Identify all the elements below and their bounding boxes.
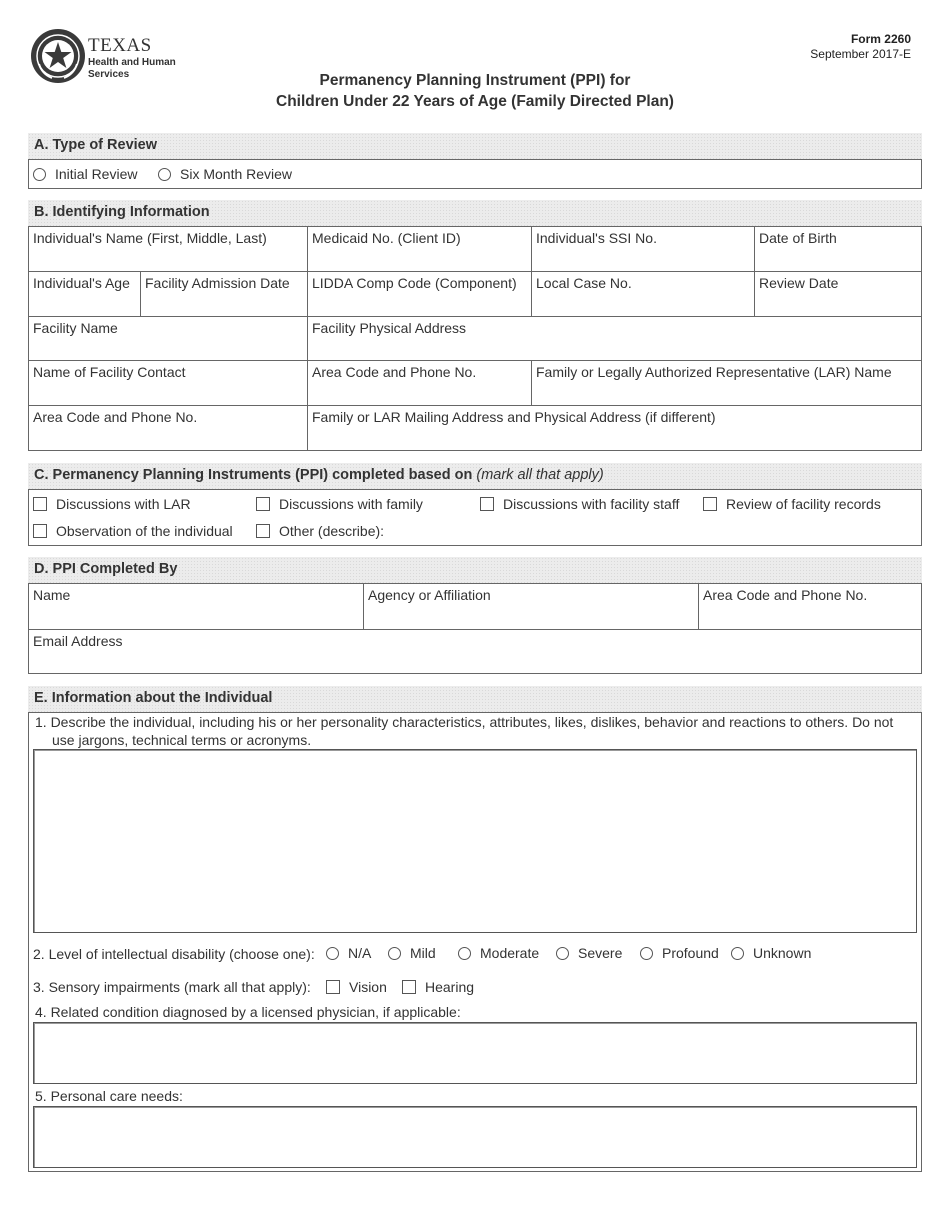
checkbox-icon[interactable]: [33, 497, 47, 511]
checkbox-icon[interactable]: [703, 497, 717, 511]
six-month-review-radio[interactable]: [158, 166, 292, 182]
lar-address-field[interactable]: [308, 406, 921, 450]
individual-name-field[interactable]: [29, 227, 307, 271]
checkbox-icon[interactable]: [256, 524, 270, 538]
level-na-label: N/A: [348, 945, 372, 961]
medicaid-no-field[interactable]: [308, 227, 531, 271]
discussions-family-label: Discussions with family: [279, 496, 423, 512]
checkbox-icon[interactable]: [480, 497, 494, 511]
lar-phone-label: Area Code and Phone No.: [33, 409, 198, 425]
email-label: Email Address: [33, 633, 123, 649]
level-profound-label: Profound: [662, 945, 719, 961]
q3-label: 3. Sensory impairments (mark all that apply):: [33, 979, 311, 995]
level-na-radio[interactable]: [326, 945, 371, 961]
discussions-staff-label: Discussions with facility staff: [503, 496, 680, 512]
date-of-birth-field[interactable]: [755, 227, 921, 271]
radio-circle-icon[interactable]: [326, 947, 339, 960]
title-line-1: Permanency Planning Instrument (PPI) for: [319, 72, 631, 89]
individual-age-label: Individual's Age: [33, 275, 130, 291]
review-date-field[interactable]: [755, 272, 921, 316]
radio-circle-icon[interactable]: [640, 947, 653, 960]
section-c-title: C. Permanency Planning Instruments (PPI) completed based on: [34, 467, 473, 483]
logo-line-2: Services: [88, 69, 130, 80]
logo-line-1: Health and Human: [88, 57, 176, 68]
level-severe-radio[interactable]: [556, 945, 622, 961]
discussions-lar-checkbox[interactable]: [33, 496, 191, 512]
lar-name-label: Family or Legally Authorized Representative (LAR) Name: [536, 364, 892, 380]
radio-circle-icon[interactable]: [388, 947, 401, 960]
q1-line-2: use jargons, technical terms or acronyms.: [52, 732, 312, 748]
lar-phone-field[interactable]: [29, 406, 307, 450]
individual-age-field[interactable]: [29, 272, 140, 316]
checkbox-icon[interactable]: [326, 980, 340, 994]
checkbox-icon[interactable]: [256, 497, 270, 511]
section-c-box: [28, 489, 922, 546]
initial-review-radio[interactable]: [33, 166, 137, 182]
admission-date-field[interactable]: [141, 272, 307, 316]
date-of-birth-label: Date of Birth: [759, 230, 837, 246]
section-a-heading: A. Type of Review: [28, 133, 922, 159]
level-moderate-label: Moderate: [480, 945, 540, 961]
section-d-heading: D. PPI Completed By: [28, 557, 922, 583]
hhs-logo: [30, 28, 190, 88]
facility-name-field[interactable]: [29, 317, 307, 360]
completed-by-name-label: Name: [33, 587, 71, 603]
observation-checkbox[interactable]: [33, 523, 233, 539]
facility-address-field[interactable]: [308, 317, 921, 360]
checkbox-icon[interactable]: [402, 980, 416, 994]
checkbox-icon[interactable]: [33, 524, 47, 538]
completed-by-name-field[interactable]: [29, 584, 363, 629]
lar-name-field[interactable]: [532, 361, 921, 405]
q5-label: 5. Personal care needs:: [35, 1088, 183, 1104]
level-mild-radio[interactable]: [388, 945, 436, 961]
radio-circle-icon[interactable]: [33, 168, 46, 181]
section-e-heading: E. Information about the Individual: [28, 686, 922, 712]
review-records-label: Review of facility records: [726, 496, 881, 512]
admission-date-label: Facility Admission Date: [145, 275, 290, 291]
lidda-code-field[interactable]: [308, 272, 531, 316]
ssi-no-label: Individual's SSI No.: [536, 230, 657, 246]
completed-by-phone-field[interactable]: [699, 584, 921, 629]
level-severe-label: Severe: [578, 945, 623, 961]
vision-checkbox[interactable]: [326, 979, 387, 995]
form-identifier: [810, 32, 911, 62]
vision-label: Vision: [349, 979, 387, 995]
facility-contact-field[interactable]: [29, 361, 307, 405]
individual-name-label: Individual's Name (First, Middle, Last): [33, 230, 267, 246]
level-profound-radio[interactable]: [640, 945, 719, 961]
local-case-no-label: Local Case No.: [536, 275, 632, 291]
ssi-no-field[interactable]: [532, 227, 754, 271]
contact-phone-label: Area Code and Phone No.: [312, 364, 477, 380]
section-d-box: [28, 583, 922, 674]
q1-line-1: 1. Describe the individual, including his or her personality characteristics, attributes, likes, dislikes, behavior and reactions to others. Do not: [35, 714, 894, 730]
discussions-family-checkbox[interactable]: [256, 496, 423, 512]
six-month-review-label: Six Month Review: [180, 166, 293, 182]
section-a-box: [28, 159, 922, 189]
q1-description-textarea[interactable]: [33, 749, 917, 933]
other-checkbox[interactable]: [256, 523, 384, 539]
q4-label: 4. Related condition diagnosed by a licensed physician, if applicable:: [35, 1004, 461, 1020]
observation-label: Observation of the individual: [56, 523, 233, 539]
other-label: Other (describe):: [279, 523, 385, 539]
page-title: [200, 70, 750, 112]
section-c-heading: [28, 463, 922, 489]
discussions-lar-label: Discussions with LAR: [56, 496, 191, 512]
facility-contact-label: Name of Facility Contact: [33, 364, 186, 380]
lar-address-label: Family or LAR Mailing Address and Physical Address (if different): [312, 409, 716, 425]
logo-texas-text: TEXAS: [88, 35, 152, 56]
identifying-info-grid: [28, 226, 922, 451]
level-unknown-label: Unknown: [753, 945, 812, 961]
section-b-heading: B. Identifying Information: [28, 200, 922, 226]
form-date: September 2017-E: [810, 47, 911, 61]
level-mild-label: Mild: [410, 945, 436, 961]
radio-circle-icon[interactable]: [458, 947, 471, 960]
discussions-staff-checkbox[interactable]: [480, 496, 679, 512]
initial-review-label: Initial Review: [55, 166, 138, 182]
review-date-label: Review Date: [759, 275, 839, 291]
completed-by-phone-label: Area Code and Phone No.: [703, 587, 868, 603]
radio-circle-icon[interactable]: [731, 947, 744, 960]
facility-address-label: Facility Physical Address: [312, 320, 467, 336]
level-moderate-radio[interactable]: [458, 945, 539, 961]
agency-label: Agency or Affiliation: [368, 587, 491, 603]
medicaid-no-label: Medicaid No. (Client ID): [312, 230, 461, 246]
q4-condition-textarea[interactable]: [33, 1022, 917, 1084]
form-number: Form 2260: [850, 32, 911, 46]
texas-seal-icon: [30, 28, 86, 84]
agency-field[interactable]: [364, 584, 698, 629]
section-e-box: [28, 712, 922, 1172]
contact-phone-field[interactable]: [308, 361, 531, 405]
hearing-checkbox[interactable]: [402, 979, 474, 995]
section-c-note: (mark all that apply): [476, 467, 604, 483]
title-line-2: Children Under 22 Years of Age (Family Directed Plan): [276, 93, 674, 110]
hearing-label: Hearing: [425, 979, 475, 995]
facility-name-label: Facility Name: [33, 320, 118, 336]
level-unknown-radio[interactable]: [731, 945, 811, 961]
review-records-checkbox[interactable]: [703, 496, 881, 512]
lidda-code-label: LIDDA Comp Code (Component): [312, 275, 517, 291]
radio-circle-icon[interactable]: [556, 947, 569, 960]
q2-label: 2. Level of intellectual disability (choose one):: [33, 946, 315, 962]
q5-care-needs-textarea[interactable]: [33, 1106, 917, 1168]
local-case-no-field[interactable]: [532, 272, 754, 316]
radio-circle-icon[interactable]: [158, 168, 171, 181]
email-field[interactable]: [29, 630, 921, 673]
